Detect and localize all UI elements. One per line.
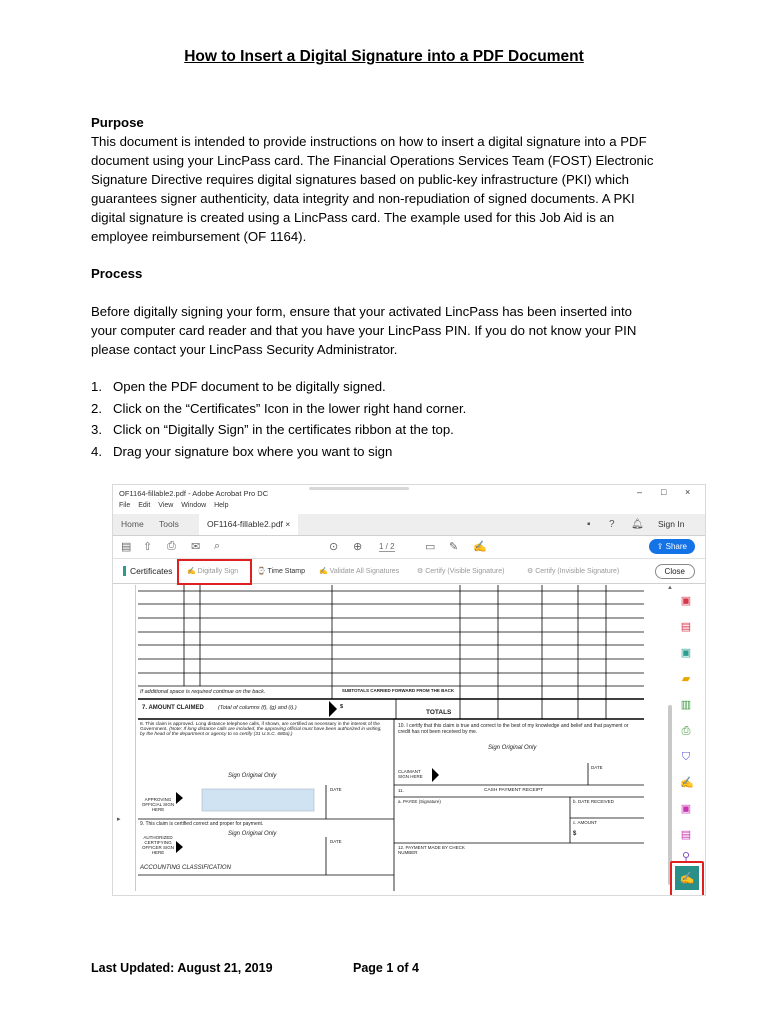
dollar-sign: $ [340, 704, 344, 710]
upload-icon[interactable]: ⇧ [143, 541, 153, 553]
expand-panel-icon[interactable]: ▸ [117, 816, 121, 823]
item-8-text: 8. This claim is approved. Long distance telephone calls, if shown, are certified as necessary in the interest of the Government. (Note: If long distance calls are included, the approving official must have been authorized in writing, by the head of the department or agency to so certify (31 U.S.C. 680a).) [140, 722, 382, 737]
tools-panel [669, 585, 705, 895]
list-item: 3. Click on “Digitally Sign” in the certificates ribbon at the top. [91, 422, 454, 437]
item-9-text: 9. This claim is certified correct and proper for payment. [140, 821, 264, 827]
list-item: 2. Click on the “Certificates” Icon in the lower right hand corner. [91, 400, 467, 416]
tab-tools[interactable]: Tools [159, 519, 179, 529]
item-12-label: 12. PAYMENT MADE BY CHECK NUMBER [398, 845, 465, 855]
scroll-up-icon[interactable]: ▲ [667, 585, 673, 591]
page-down-icon[interactable]: ⊕ [353, 541, 363, 553]
toolbar [113, 536, 705, 559]
bell-icon[interactable]: 🔔︎ [631, 519, 644, 530]
validate-icon: ✍ [319, 568, 328, 575]
last-updated: Last Updated: August 21, 2019 [91, 961, 273, 975]
amount-claimed-note: (Total of columns (f), (g) and (i).) [218, 705, 297, 711]
protect-icon[interactable]: ⛉ [681, 751, 691, 763]
purpose-heading: Purpose [91, 115, 144, 130]
help-icon[interactable]: ? [609, 519, 615, 530]
validate-button[interactable]: ✍ Validate All Signatures [319, 568, 400, 575]
approving-label: APPROVING OFFICIAL SIGN HERE [141, 797, 175, 812]
window-titlebar [113, 485, 705, 501]
purpose-line: document using your LincPass card. The Financial Operations Services Team (FOST) Electronic [91, 153, 654, 168]
sign-original-label: Sign Original Only [228, 773, 277, 779]
comment-icon[interactable]: ▪ [587, 519, 591, 530]
amount-claimed-label: 7. AMOUNT CLAIMED [142, 705, 204, 711]
purpose-line: guarantees signer authenticity, data integrity and non-repudiation of signed documents. A PKI [91, 191, 635, 206]
process-heading: Process [91, 266, 143, 281]
purpose-line: digital signature is created using a LincPass card. The example used for this Job Aid is an [91, 210, 615, 225]
combine-icon[interactable]: ▤ [680, 621, 692, 633]
totals-label: TOTALS [426, 709, 452, 716]
stamp-icon[interactable]: ⚲ [681, 851, 691, 863]
amount-dollar: $ [573, 831, 577, 837]
menu-bar [119, 502, 235, 509]
acrobat-screenshot [112, 484, 706, 896]
drag-handle[interactable] [309, 487, 409, 490]
purpose-line: This document is intended to provide instructions on how to insert a digital signature into a PDF [91, 134, 647, 149]
certificates-ribbon [113, 561, 705, 584]
close-tab-icon[interactable]: × [285, 519, 291, 529]
menu-view[interactable]: View [158, 502, 174, 509]
process-line: please contact your LincPass Security Administrator. [91, 342, 398, 357]
item-11-label: 11. [398, 788, 404, 793]
certify-icon: ⚙ [417, 568, 424, 575]
purpose-line: Signature Directive requires digital signatures based on public-key infrastructure (PKI) which [91, 172, 630, 187]
form-grid [136, 585, 646, 891]
date-label: DATE [591, 765, 603, 770]
comment-panel-icon[interactable]: ▰ [681, 673, 691, 685]
menu-window[interactable]: Window [181, 502, 207, 509]
list-item: 4. Drag your signature box where you want to sign [91, 443, 393, 459]
create-pdf-icon[interactable]: ▣ [680, 595, 692, 607]
mail-icon[interactable]: ✉ [191, 541, 201, 553]
certify-visible-button[interactable]: ⚙ Certify (Visible Signature) [417, 568, 505, 575]
window-title: OF1164-fillable2.pdf - Adobe Acrobat Pro DC [119, 489, 269, 498]
scan-icon[interactable]: ⎙ [681, 725, 691, 737]
date-label: DATE [330, 839, 342, 844]
comment-tool-icon[interactable]: ▭ [425, 541, 436, 553]
process-line: your computer card reader and that you have your LincPass PIN. If you do not know your PIN [91, 323, 637, 338]
amount-label: c. AMOUNT [573, 820, 598, 825]
organize-icon[interactable]: ▥ [680, 699, 692, 711]
save-icon[interactable]: ▤ [121, 541, 132, 553]
minimize-icon[interactable]: – [637, 487, 643, 497]
sign-original-label: Sign Original Only [228, 831, 277, 837]
page-indicator[interactable]: 1 / 2 [379, 542, 395, 551]
claimant-label: CLAIMANT SIGN HERE [398, 769, 423, 779]
authorized-label: AUTHORIZED CERTIFYING OFFICER SIGN HERE [141, 835, 174, 855]
accounting-label: ACCOUNTING CLASSIFICATION [140, 865, 231, 871]
page-number: Page 1 of 4 [353, 961, 419, 975]
steps-list [91, 376, 466, 462]
subtotals-label: SUBTOTALS CARRIED FORWARD FROM THE BACK [341, 688, 455, 693]
close-window-icon[interactable]: × [685, 487, 691, 497]
print-icon[interactable]: ⎙ [167, 540, 176, 552]
process-line: Before digitally signing your form, ensure that your activated LincPass has been inserted into [91, 304, 632, 319]
close-button[interactable]: Close [655, 564, 695, 579]
tab-document[interactable]: OF1164-fillable2.pdf × [199, 514, 298, 535]
page-up-icon[interactable]: ⊙ [329, 541, 339, 553]
fill-sign-icon[interactable]: ✍ [680, 777, 694, 789]
menu-help[interactable]: Help [214, 502, 229, 509]
certificates-icon[interactable]: ✍ [675, 866, 699, 890]
redact-icon[interactable]: ▤ [680, 829, 692, 841]
edit-pdf-icon[interactable]: ▣ [680, 803, 692, 815]
highlight-box [177, 559, 252, 585]
list-item: 1. Open the PDF document to be digitally signed. [91, 379, 386, 394]
tab-bar [113, 514, 705, 536]
pen-sign-icon: ✍ [187, 568, 196, 575]
sign-in-link[interactable]: Sign In [658, 519, 685, 529]
maximize-icon[interactable]: □ [661, 487, 667, 497]
purpose-line: employee reimbursement (OF 1164). [91, 229, 307, 244]
certify-invisible-button[interactable]: ⚙ Certify (Invisible Signature) [527, 568, 620, 575]
date-label: DATE [330, 787, 342, 792]
highlight-box [670, 861, 704, 896]
cash-receipt-label: CASH PAYMENT RECEIPT [484, 788, 544, 793]
pdf-form-page [135, 585, 646, 891]
digitally-sign-button[interactable]: ✍ Digitally Sign [187, 568, 239, 575]
export-pdf-icon[interactable]: ▣ [680, 647, 692, 659]
sign-original-label: Sign Original Only [488, 745, 537, 751]
certificates-label: Certificates [123, 566, 173, 576]
time-stamp-button[interactable]: ⌚ Time Stamp [257, 568, 306, 575]
menu-edit[interactable]: Edit [138, 502, 151, 509]
document-title: How to Insert a Digital Signature into a PDF Document [184, 48, 584, 65]
share-button[interactable]: ⇪ Share [649, 539, 695, 554]
search-icon[interactable]: ⌕ [214, 540, 221, 552]
tab-home[interactable]: Home [121, 519, 144, 529]
certify-invisible-icon: ⚙ [527, 568, 534, 575]
menu-file[interactable]: File [119, 502, 131, 509]
payee-label: a. PAYEE (Signature) [398, 799, 441, 804]
clock-icon: ⌚ [257, 568, 266, 575]
additional-space-note: If additional space is required continue on the back. [140, 689, 266, 695]
date-received-label: b. DATE RECEIVED [573, 799, 614, 804]
item-10-text: 10. I certify that this claim is true and correct to the best of my knowledge and belief and that payment or credit has not been received by me. [398, 723, 629, 735]
sign-icon[interactable]: ✍ [473, 541, 487, 553]
pen-icon[interactable]: ✎ [449, 541, 459, 553]
